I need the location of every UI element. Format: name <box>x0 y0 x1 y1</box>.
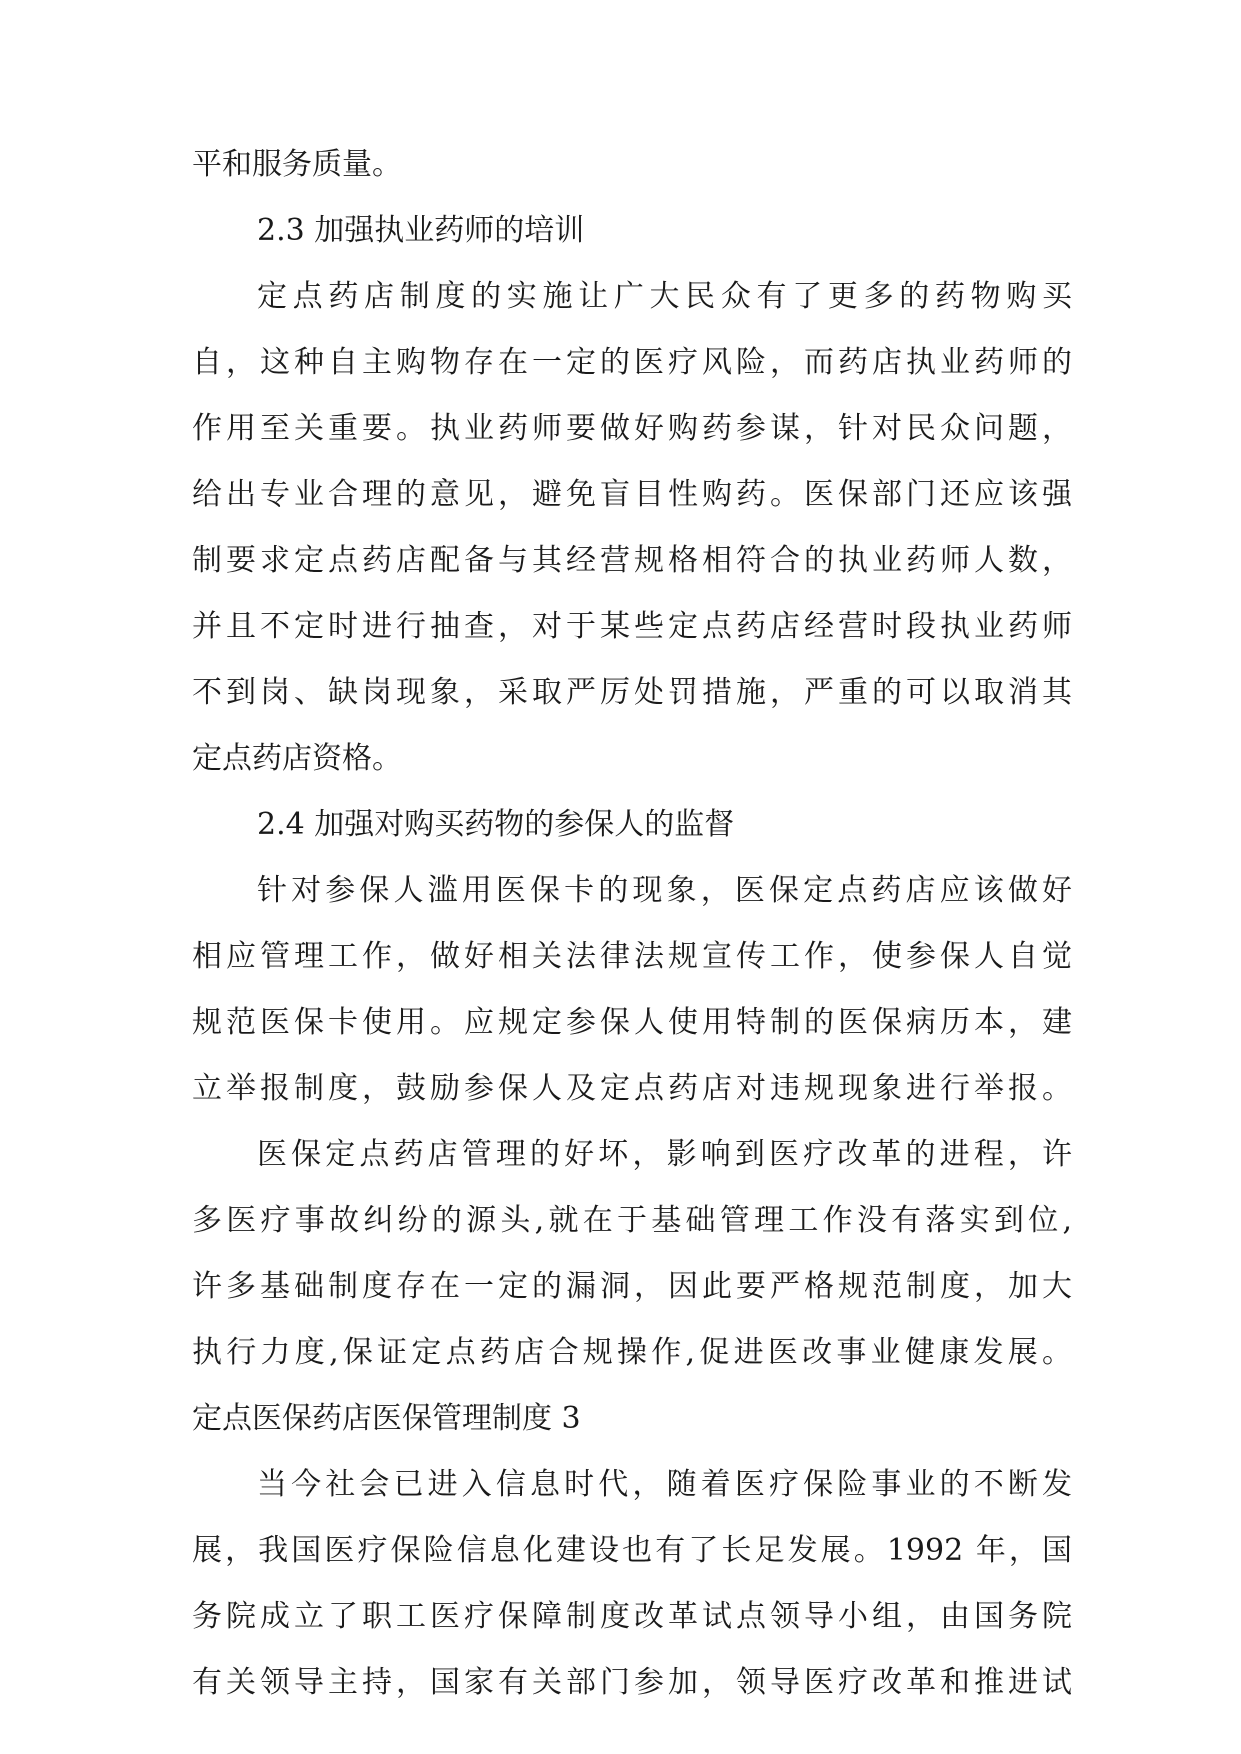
text-line-14: 规范医保卡使用。应规定参保人使用特制的医保病历本，建 <box>192 1005 1072 1040</box>
text-line-6: 给出专业合理的意见，避免盲目性购药。医保部门还应该强 <box>192 477 1072 512</box>
text-line-3: 定点药店制度的实施让广大民众有了更多的药物购买 <box>257 279 1072 314</box>
text-line-1: 平和服务质量。 <box>192 147 402 182</box>
text-line-23: 务院成立了职工医疗保障制度改革试点领导小组，由国务院 <box>192 1599 1072 1634</box>
text-line-17: 多医疗事故纠纷的源头,就在于基础管理工作没有落实到位, <box>192 1203 1072 1238</box>
text-line-12: 针对参保人滥用医保卡的现象，医保定点药店应该做好 <box>257 873 1072 908</box>
text-line-22: 展，我国医疗保险信息化建设也有了长足发展。1992 年，国 <box>192 1533 1072 1568</box>
section-title-3: 定点医保药店医保管理制度 3 <box>192 1401 581 1436</box>
text-line-24: 有关领导主持，国家有关部门参加，领导医疗改革和推进试 <box>192 1665 1072 1700</box>
text-line-5: 作用至关重要。执业药师要做好购药参谋，针对民众问题， <box>192 411 1072 446</box>
text-line-4: 自，这种自主购物存在一定的医疗风险，而药店执业药师的 <box>192 345 1072 380</box>
text-line-8: 并且不定时进行抽查，对于某些定点药店经营时段执业药师 <box>192 609 1072 644</box>
text-line-10: 定点药店资格。 <box>192 741 402 776</box>
text-line-16: 医保定点药店管理的好坏，影响到医疗改革的进程，许 <box>257 1137 1072 1172</box>
text-line-18: 许多基础制度存在一定的漏洞，因此要严格规范制度，加大 <box>192 1269 1072 1304</box>
text-line-19: 执行力度,保证定点药店合规操作,促进医改事业健康发展。 <box>192 1335 1072 1370</box>
text-line-9: 不到岗、缺岗现象，采取严厉处罚措施，严重的可以取消其 <box>192 675 1072 710</box>
section-heading-2-4: 2.4 加强对购买药物的参保人的监督 <box>257 807 735 842</box>
text-line-15: 立举报制度，鼓励参保人及定点药店对违规现象进行举报。 <box>192 1071 1072 1106</box>
text-line-13: 相应管理工作，做好相关法律法规宣传工作，使参保人自觉 <box>192 939 1072 974</box>
text-line-7: 制要求定点药店配备与其经营规格相符合的执业药师人数， <box>192 543 1072 578</box>
text-line-21: 当今社会已进入信息时代，随着医疗保险事业的不断发 <box>257 1467 1072 1502</box>
section-heading-2-3: 2.3 加强执业药师的培训 <box>257 213 585 248</box>
